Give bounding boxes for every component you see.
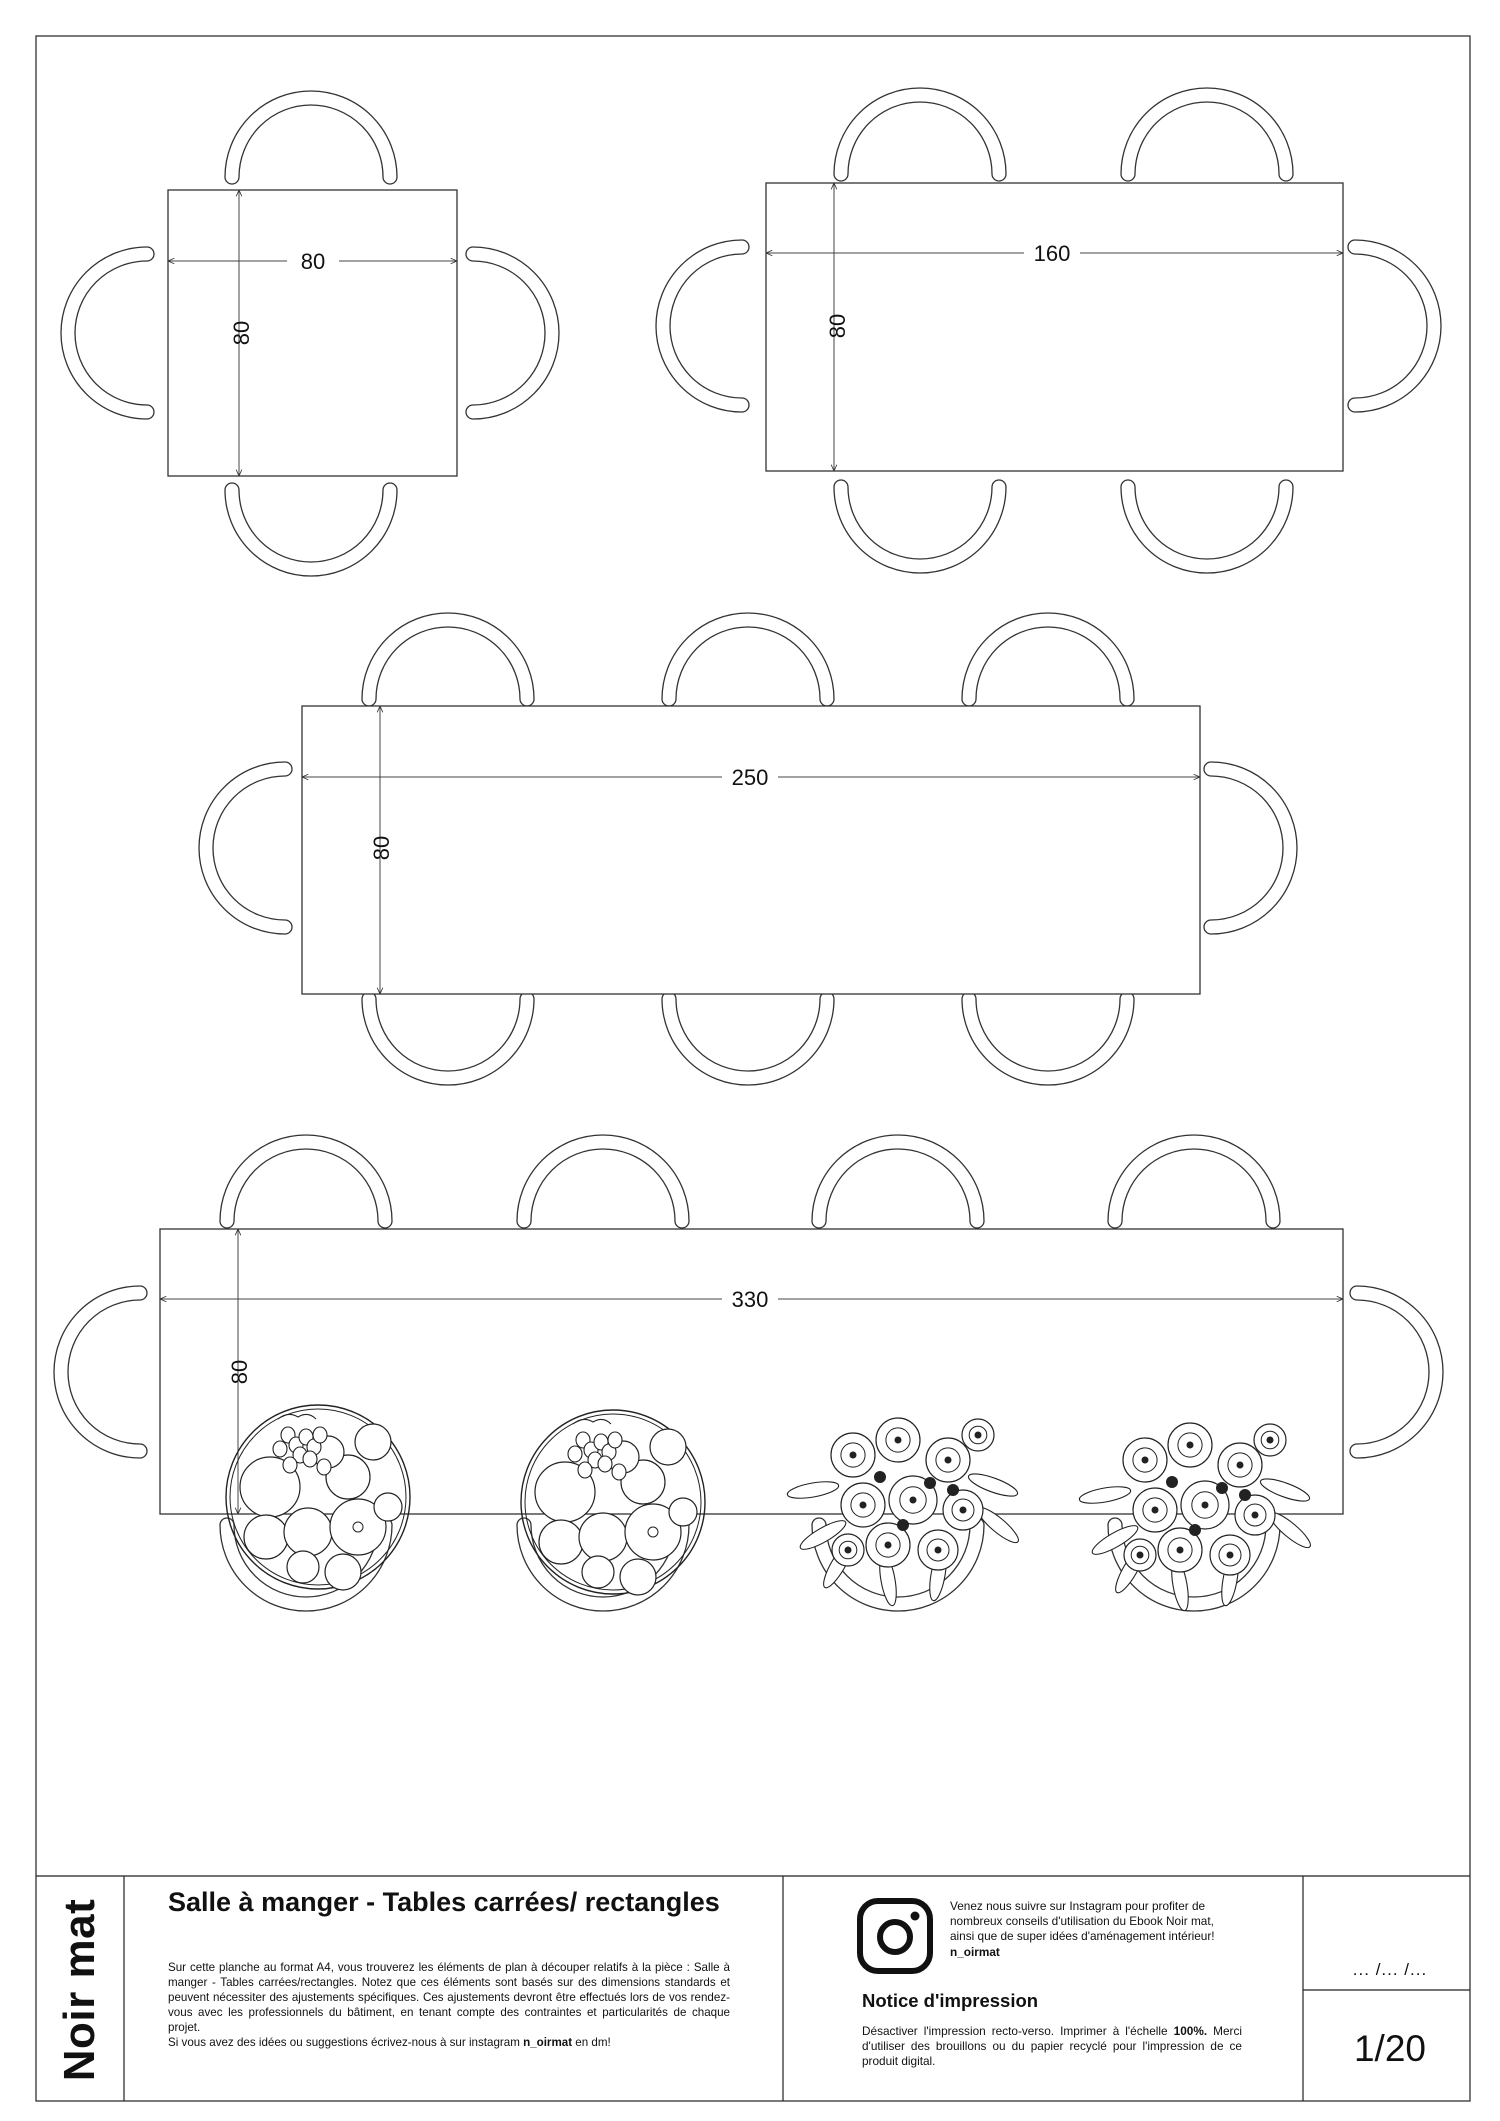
notice-text-start: Désactiver l'impression recto-verso. Imprimer à l'échelle — [862, 2024, 1174, 2038]
chair — [225, 483, 397, 576]
chair — [656, 240, 749, 412]
notice-scale: 100%. — [1173, 2024, 1208, 2038]
chair — [225, 91, 397, 184]
rect250-length-label: 250 — [731, 765, 769, 790]
table-plans — [54, 88, 1443, 1611]
chair — [517, 1135, 689, 1228]
page-number: 1/20 — [1353, 2028, 1426, 2069]
print-notice-title: Notice d'impression — [862, 1990, 1039, 2011]
brand-name: Noir mat — [55, 1898, 105, 2082]
chair — [466, 247, 559, 419]
rect160-length-label: 160 — [1033, 241, 1071, 266]
chair — [962, 613, 1134, 706]
print-notice-text — [862, 2024, 1242, 2070]
table-square-80 — [168, 190, 457, 476]
instagram-icon[interactable] — [857, 1898, 933, 1974]
chair — [61, 247, 154, 419]
instagram-handle[interactable]: n_oirmat — [523, 2035, 573, 2049]
instagram-promo-handle[interactable]: n_oirmat — [950, 1944, 1000, 1959]
instagram-promo — [950, 1899, 1240, 1960]
notice-text-end: Merci d'utiliser des brouillons ou du papier recyclé pour l'impression de ce produit digital. — [862, 2024, 1242, 2069]
chair — [962, 992, 1134, 1085]
chair — [362, 613, 534, 706]
chair — [1121, 480, 1293, 573]
sheet-title: Salle à manger - Tables carrées/ rectangles — [168, 1887, 720, 1917]
description-text: Sur cette planche au format A4, vous trouverez les éléments de plan à découper relatifs à la pièce : Salle à manger - Tables carrées/rectangles. Notez que ces éléments sont basés sur des dimensions standards et peuvent nécessiter des ajustements spécifiques. Ces ajustements devront être effectués lors de vos rendez-vous avec les professionnels du bâtiment, en tenant compte des contraintes et particularités de chaque projet. — [168, 1961, 730, 2034]
chair — [834, 480, 1006, 573]
table-rect-160 — [766, 183, 1343, 471]
chair — [1348, 240, 1441, 412]
instagram-promo-text: Venez nous suivre sur Instagram pour profiter de nombreux conseils d'utilisation du Ebook Noir mat, ainsi que de super idées d'aménagement intérieur! — [950, 1899, 1215, 1944]
date-field: ... /... /... — [1352, 1960, 1428, 1979]
chair — [1204, 762, 1297, 934]
rect330-length-label: 330 — [731, 1287, 769, 1312]
description-end: en dm! — [572, 2035, 611, 2049]
chair — [362, 992, 534, 1085]
square-width-label: 80 — [300, 249, 326, 274]
description-contact: Si vous avez des idées ou suggestions écrivez-nous à sur instagram — [168, 2035, 524, 2049]
chair — [662, 613, 834, 706]
square-depth-label: 80 — [229, 320, 254, 346]
brand-logo — [36, 1885, 124, 2095]
rect330-depth-label: 80 — [227, 1359, 252, 1385]
chair — [1121, 88, 1293, 181]
chair — [1350, 1286, 1443, 1458]
chair — [662, 992, 834, 1085]
table-rect-250 — [302, 706, 1200, 994]
chair — [54, 1286, 147, 1458]
chair — [199, 762, 292, 934]
rect160-depth-label: 80 — [825, 313, 850, 339]
chair — [220, 1135, 392, 1228]
sheet-description — [168, 1961, 730, 2050]
rect250-depth-label: 80 — [369, 835, 394, 861]
chair — [834, 88, 1006, 181]
chair — [812, 1135, 984, 1228]
chair — [1108, 1135, 1280, 1228]
